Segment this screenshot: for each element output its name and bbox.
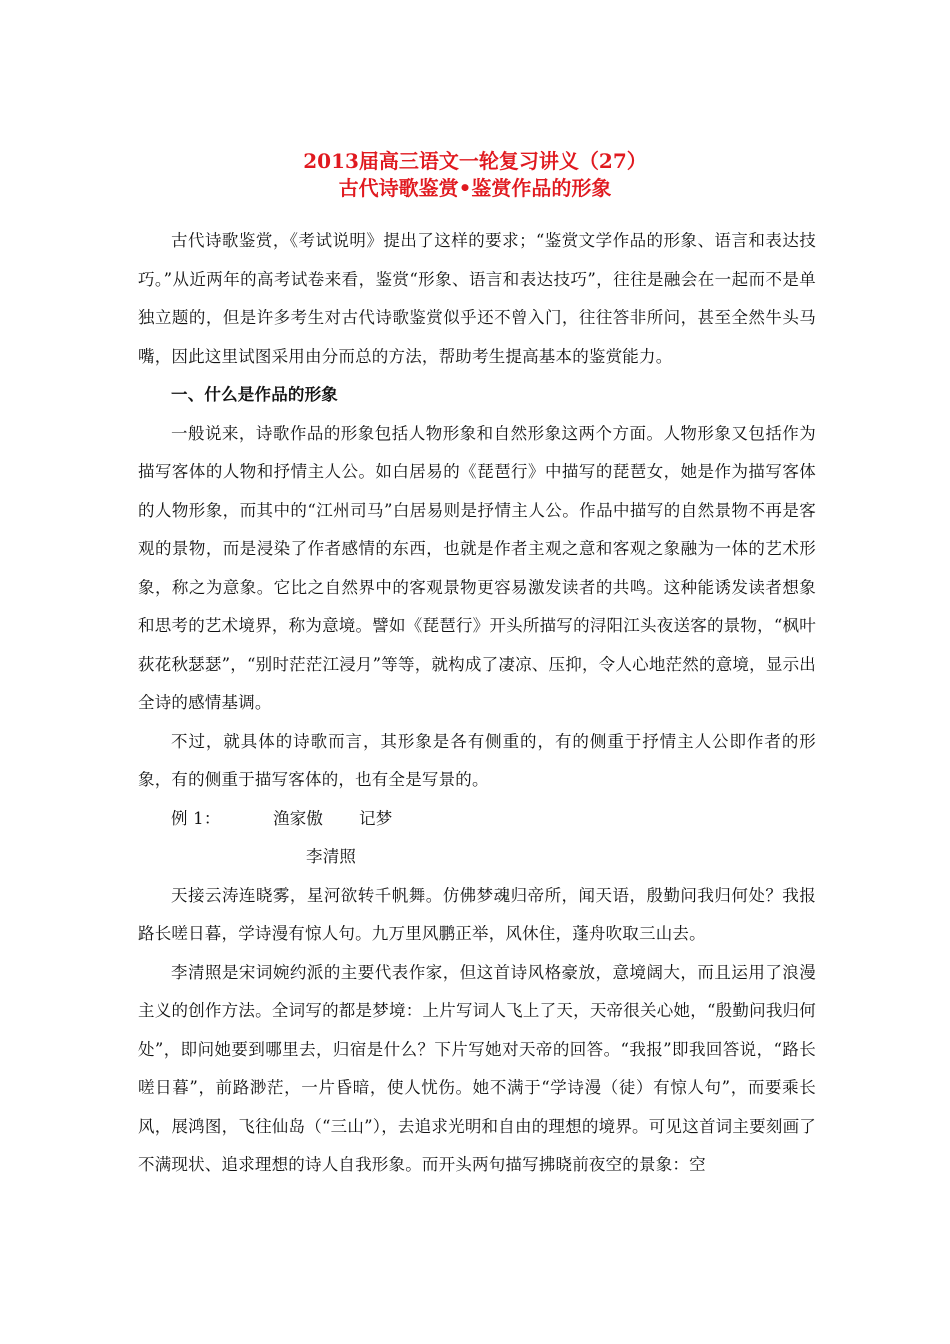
- title-line-2: 古代诗歌鉴赏•鉴赏作品的形象: [338, 176, 612, 200]
- section-paragraph-1: 一般说来，诗歌作品的形象包括人物形象和自然形象这两个方面。人物形象又包括作为描写客体的人物和抒情主人公。如白居易的《琵琶行》中描写的琵琶女，她是作为描写客体的人物形象，而其中的“江州司马”白居易则是抒情主人公。作品中描写的自然景物不再是客观的景物，而是浸染了作者感情的东西，也就是作者主观之意和客观之象融为一体的艺术形象，称之为意象。它比之自然界中的客观景物更容易激发读者的共鸣。这种能诱发读者想象和思考的艺术境界，称为意境。譬如《琵琶行》开头所描写的浔阳江头夜送客的景物，“枫叶荻花秋瑟瑟”，“别时茫茫江浸月”等等，就构成了凄凉、压抑，令人心地茫然的意境，显示出全诗的感情基调。: [138, 423, 816, 712]
- document-body: [138, 222, 816, 1185]
- example-label: 例 1：: [171, 808, 221, 828]
- title-line-1: 2013届高三语文一轮复习讲义（27）: [303, 149, 647, 173]
- poem-author: 李清照: [306, 847, 357, 866]
- poem-subtitle: 记梦: [359, 808, 393, 828]
- document-title: [0, 148, 950, 202]
- section-heading: 一、什么是作品的形象: [171, 385, 338, 404]
- poem-text: 天接云涛连晓雾，星河欲转千帆舞。仿佛梦魂归帝所，闻天语，殷勤问我归何处？我报路长嗟日暮，学诗漫有惊人句。九万里风鹏正举，风休住，蓬舟吹取三山去。: [138, 885, 816, 943]
- example-header: [138, 800, 816, 839]
- intro-paragraph: 古代诗歌鉴赏，《考试说明》提出了这样的要求；“鉴赏文学作品的形象、语言和表达技巧。”从近两年的高考试卷来看，鉴赏“形象、语言和表达技巧”，往往是融会在一起而不是单独立题的，但是许多考生对古代诗歌鉴赏似乎还不曾入门，往往答非所问，甚至全然牛头马嘴，因此这里试图采用由分而总的方法，帮助考生提高基本的鉴赏能力。: [138, 231, 816, 366]
- poem-title: 渔家傲: [273, 808, 324, 828]
- analysis-paragraph: 李清照是宋词婉约派的主要代表作家，但这首诗风格豪放，意境阔大，而且运用了浪漫主义的创作方法。全词写的都是梦境：上片写词人飞上了天，天帝很关心她，“殷勤问我归何处”，即问她要到哪里去，归宿是什么？下片写她对天帝的回答。“我报”即我回答说，“路长嗟日暮”，前路渺茫，一片昏暗，使人忧伤。她不满于“学诗漫（徒）有惊人句”，而要乘长风，展鸿图，飞往仙岛（“三山”），去追求光明和自由的理想的境界。可见这首词主要刻画了不满现状、追求理想的诗人自我形象。而开头两句描写拂晓前夜空的景象：空: [138, 962, 816, 1174]
- section-paragraph-2: 不过，就具体的诗歌而言，其形象是各有侧重的，有的侧重于抒情主人公即作者的形象，有的侧重于描写客体的，也有全是写景的。: [138, 731, 816, 789]
